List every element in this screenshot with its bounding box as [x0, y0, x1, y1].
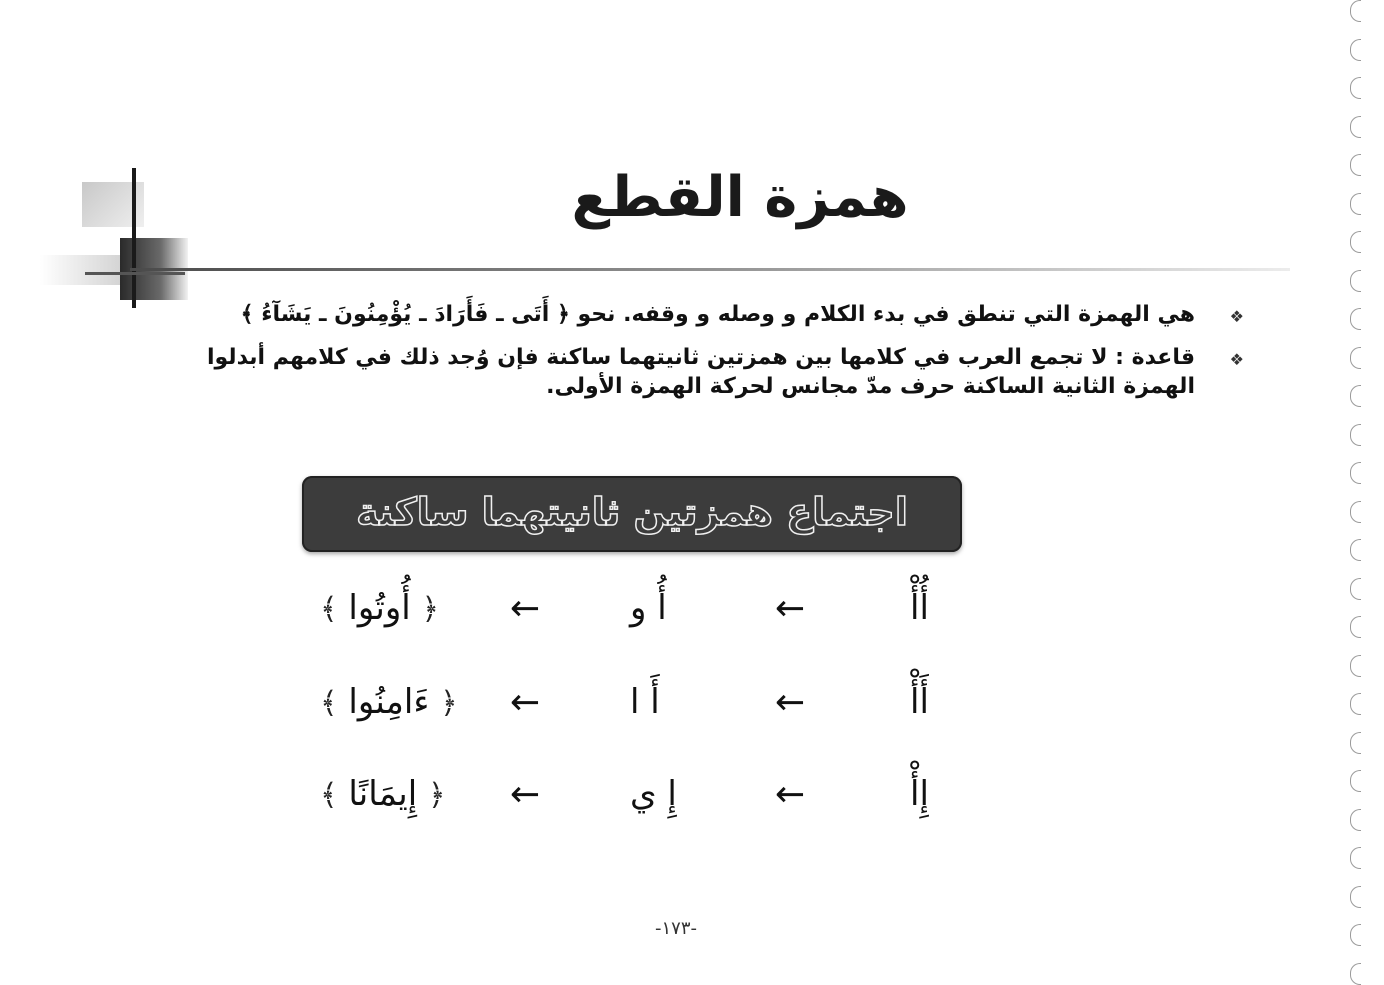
- binding-ring: [1350, 308, 1361, 330]
- bullet-definition: [180, 300, 1250, 329]
- binding-ring: [1350, 0, 1361, 22]
- binding-ring: [1350, 39, 1361, 61]
- arrow-left-icon: ←: [775, 588, 806, 629]
- example-word: [320, 588, 439, 628]
- example-word: [320, 682, 458, 722]
- binding-ring: [1350, 462, 1361, 484]
- binding-ring: [1350, 655, 1361, 677]
- binding-ring: [1350, 424, 1361, 446]
- binding-ring: [1350, 501, 1361, 523]
- arrow-left-icon: ←: [510, 588, 541, 629]
- binding-ring: [1350, 616, 1361, 638]
- ornate-bracket-close: ﴾: [320, 778, 338, 813]
- example-word-text: ءَامِنُوا: [348, 682, 430, 722]
- binding-ring: [1350, 154, 1361, 176]
- result-letters: أُ و: [630, 588, 667, 628]
- page-number: -١٧٣-: [654, 918, 697, 939]
- binding-ring: [1350, 231, 1361, 253]
- example-word-text: أُوتُوا: [348, 588, 411, 628]
- section-banner: [302, 476, 962, 552]
- ornate-bracket-open: ﴿: [440, 686, 458, 721]
- binding-ring: [1350, 116, 1361, 138]
- decor-fade-bar: [40, 255, 130, 285]
- binding-ring: [1350, 732, 1361, 754]
- binding-ring: [1350, 963, 1361, 985]
- bullet-diamond-icon: ❖: [1229, 307, 1244, 326]
- binding-ring: [1350, 193, 1361, 215]
- decor-horizontal-line: [85, 272, 185, 275]
- decor-vertical-line: [132, 168, 136, 308]
- source-hamzas: أُأْ: [910, 588, 929, 628]
- definition-text: هي الهمزة التي تنطق في بدء الكلام و وصله و وقفه. نحو ﴿ أَتَى ـ فَأَرَادَ ـ يُؤْمِنُونَ ـ يَشَآءُ ﴾: [240, 302, 1195, 327]
- ornate-bracket-close: ﴾: [320, 686, 338, 721]
- binding-ring: [1350, 77, 1361, 99]
- bullet-diamond-icon: ❖: [1229, 350, 1244, 369]
- result-letters: أَ ا: [630, 682, 660, 722]
- decorative-corner: [40, 160, 200, 310]
- binding-ring: [1350, 693, 1361, 715]
- binding-ring: [1350, 847, 1361, 869]
- arrow-left-icon: ←: [510, 682, 541, 723]
- bullet-list: [180, 300, 1250, 415]
- title-rule: [130, 268, 1290, 271]
- ornate-bracket-open: ﴿: [427, 778, 446, 813]
- rule-text: قاعدة : لا تجمع العرب في كلامها بين همزتين ثانيتهما ساكنة فإن وُجد ذلك في كلامهم أبدلوا الهمزة الثانية الساكنة حرف مدّ مجانس لحركة الهمزة الأولى.: [206, 345, 1195, 399]
- ornate-bracket-close: ﴾: [320, 592, 338, 627]
- example-word: [320, 774, 446, 814]
- binding-ring: [1350, 809, 1361, 831]
- arrow-left-icon: ←: [775, 774, 806, 815]
- binding-ring: [1350, 886, 1361, 908]
- conversion-row: [300, 682, 980, 742]
- binding-ring: [1350, 270, 1361, 292]
- banner-title: اجتماع همزتين ثانيتهما ساكنة: [356, 490, 908, 534]
- arrow-left-icon: ←: [510, 774, 541, 815]
- bullet-rule: [180, 343, 1250, 401]
- spiral-binding: [1350, 0, 1370, 973]
- binding-ring: [1350, 347, 1361, 369]
- binding-ring: [1350, 770, 1361, 792]
- example-word-text: إِيمَانًا: [348, 774, 418, 814]
- page-title: همزة القطع: [571, 165, 909, 230]
- conversion-row: [300, 774, 980, 834]
- binding-ring: [1350, 578, 1361, 600]
- result-letters: إِ ي: [630, 774, 677, 814]
- arrow-left-icon: ←: [775, 682, 806, 723]
- conversion-row: [300, 588, 980, 648]
- source-hamzas: إِأْ: [910, 774, 929, 814]
- source-hamzas: أَأْ: [910, 682, 929, 722]
- binding-ring: [1350, 539, 1361, 561]
- ornate-bracket-open: ﴿: [421, 592, 440, 627]
- binding-ring: [1350, 385, 1361, 407]
